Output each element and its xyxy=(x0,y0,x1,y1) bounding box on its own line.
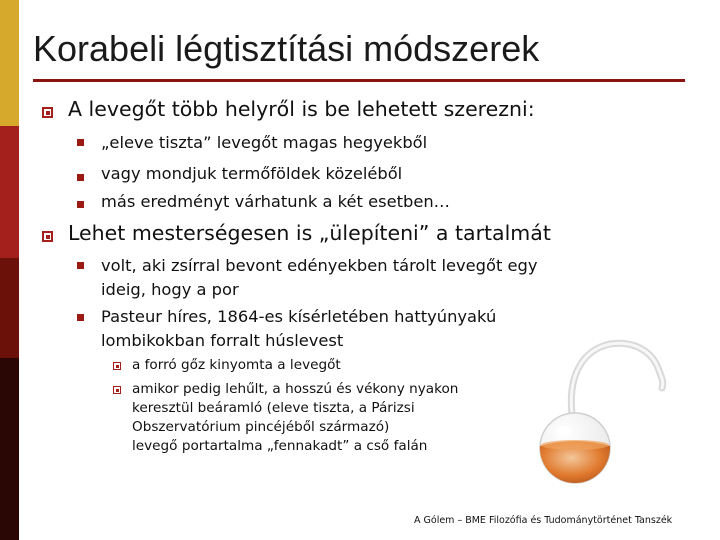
bullet-2-sub-1-line-2: ideig, hogy a por xyxy=(101,280,239,299)
bullet-2-sub-2-line-2: lombikokban forralt húslevest xyxy=(101,331,344,350)
sidebar-segment-gold xyxy=(0,0,19,126)
bullet-2-sub-2-item-2-line-1: amikor pedig lehűlt, a hosszú és vékony nyakon xyxy=(132,381,459,397)
bullet-2-sub-1-line-1: volt, aki zsírral bevont edényekben tárolt levegőt egy xyxy=(101,256,538,275)
swan-neck-flask-icon xyxy=(512,336,692,486)
bullet-2-sub-2-line-1: Pasteur híres, 1864-es kísérletében hattyúnyakú xyxy=(101,307,497,326)
bullet-1-sub-1: „eleve tiszta” levegőt magas hegyekből xyxy=(101,133,428,152)
sidebar-segment-red xyxy=(0,126,19,258)
bullet-icon xyxy=(42,107,53,118)
bullet-2-sub-2-item-1: a forró gőz kinyomta a levegőt xyxy=(132,357,341,373)
bullet-1-text: A levegőt több helyről is be lehetett szerezni: xyxy=(68,97,535,121)
sub-bullet-icon xyxy=(77,262,84,269)
footer-credit: A Gólem – BME Filozófia és Tudománytörténet Tanszék xyxy=(414,515,673,526)
sub-sub-bullet-icon xyxy=(113,386,121,394)
slide-title: Korabeli légtisztítási módszerek xyxy=(33,28,540,69)
bullet-icon xyxy=(42,231,53,242)
sub-bullet-icon xyxy=(77,174,84,181)
sub-bullet-icon xyxy=(77,314,84,321)
sidebar-segment-brown xyxy=(0,358,19,540)
sub-bullet-icon xyxy=(77,201,84,208)
sidebar-stripe xyxy=(0,0,19,540)
bullet-1-sub-2: vagy mondjuk termőföldek közeléből xyxy=(101,164,403,183)
bullet-2-sub-2-item-2-line-2: keresztül beáramló (eleve tiszta, a Párizsi xyxy=(132,400,415,416)
bullet-2-text: Lehet mesterségesen is „ülepíteni” a tartalmát xyxy=(68,221,551,245)
sub-sub-bullet-icon xyxy=(113,362,121,370)
title-divider xyxy=(33,79,685,82)
sub-bullet-icon xyxy=(77,139,84,146)
bullet-2-sub-2-item-2-line-4: levegő portartalma „fennakadt” a cső falán xyxy=(132,438,428,454)
bullet-1-sub-3: más eredményt várhatunk a két esetben… xyxy=(101,192,450,211)
bullet-2-sub-2-item-2-line-3: Obszervatórium pincéjéből származó) xyxy=(132,419,390,435)
sidebar-segment-darkred xyxy=(0,258,19,358)
